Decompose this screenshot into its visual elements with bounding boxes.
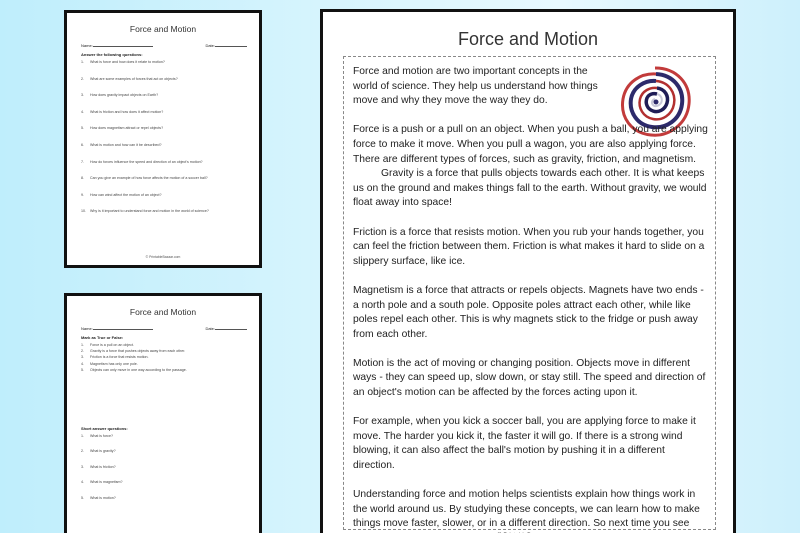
list-item: 3. Friction is a force that resists motion.: [81, 355, 149, 360]
worksheet-footer: © PrintableBazaar.com: [145, 255, 181, 259]
list-item: 5. What is motion?: [81, 495, 116, 500]
worksheet-title: Force and Motion: [129, 307, 197, 317]
paragraph-motion: Motion is the act of moving or changing position. Objects move in different ways - they can speed up, slow down, or stay still. The speed and direction of an object's motion can be affected by the forces acting upon it.: [353, 357, 706, 399]
list-item: 4. What is friction and how does it affect motion?: [81, 109, 164, 114]
worksheet-title: Force and Motion: [129, 24, 197, 34]
list-item: 5. How does magnetism attract or repel objects?: [81, 126, 164, 131]
question-list: [81, 60, 247, 226]
list-item: 2. What is gravity?: [81, 449, 116, 454]
page-title: Force and Motion: [457, 29, 599, 49]
name-date-row: [81, 326, 247, 331]
list-item: 6. What is motion and how can it be described?: [81, 142, 162, 147]
true-false-instructions: Mark as True or False:: [81, 335, 124, 340]
list-item: 4. What is magnetism?: [81, 480, 123, 485]
list-item: 2. Gravity is a force that pushes objects away from each other.: [81, 349, 186, 354]
list-item: 1. Force is a pull on an object.: [81, 343, 134, 347]
passage-body: [353, 65, 709, 533]
name-field: Name:: [81, 43, 153, 48]
paragraph-gravity: Gravity is a force that pulls objects towards each other. It is what keeps us on the ground and makes things fall to the earth. Without gravity, we would float away into space!: [353, 168, 707, 209]
list-item: 1. What is force?: [81, 433, 113, 438]
true-false-list: [81, 343, 247, 374]
list-item: 9. How can wind affect the motion of an object?: [81, 192, 162, 197]
worksheet-instructions: Answer the following questions:: [81, 52, 143, 57]
paragraph-friction: Friction is a force that resists motion. When you rub your hands together, you can feel the friction between them. Friction is what makes it hard to slide on a slippery surface, like ice.: [353, 226, 705, 267]
list-item: 3. What is friction?: [81, 464, 116, 469]
name-field: Name:: [81, 326, 153, 331]
list-item: 1. What is force and how does it relate to motion?: [81, 60, 165, 64]
paragraph-example: For example, when you kick a soccer ball, you are applying force to make it move. The harder you kick it, the faster it will go. If there is a strong wind blowing, it can also affect the ball's motion by pushing it in a different direction.: [353, 416, 696, 472]
date-field: Date:: [205, 43, 247, 48]
list-item: 7. How do forces influence the speed and direction of an object's motion?: [81, 159, 203, 164]
list-item: 4. Magnetism has only one pole.: [81, 361, 138, 366]
list-item: 8. Can you give an example of how force affects the motion of a soccer ball?: [81, 176, 208, 181]
name-date-row: [81, 43, 247, 48]
list-item: 2. What are some examples of forces that act on objects?: [81, 76, 178, 81]
short-answer-list: [81, 434, 247, 512]
paragraph-intro: Force and motion are two important concepts in the world of science. They help us understand how things move and why they move the way they do.: [353, 66, 598, 107]
worksheet-questions-page: [64, 10, 262, 268]
list-item: 3. How does gravity impact objects on Earth?: [81, 93, 159, 98]
paragraph-magnetism: Magnetism is a force that attracts or repels objects. Magnets have two ends - a north pole and a south pole. Opposite poles attract each other, while like poles repel each other. This is why magnets stick to the fridge or push away from each other.: [353, 284, 704, 340]
paragraph-force: Force is a push or a pull on an object. When you push a ball, you are applying force to make it move. When you pull a wagon, you are also applying force. There are different types of forces, such as gravity, friction, and magnetism.: [353, 124, 708, 165]
reading-passage-page: [320, 9, 736, 533]
date-field: Date:: [205, 326, 247, 331]
paragraph-conclusion: Understanding force and motion helps scientists explain how things work in the world around us. By studying these concepts, we can learn how to make things move faster, slower, or in a different direction. So next time you see: [353, 489, 700, 530]
list-item: 5. Objects can only move in one way according to the passage.: [81, 367, 187, 372]
worksheet-true-false-page: [64, 293, 262, 533]
list-item: 10. Why is it important to understand force and motion in the world of science?: [81, 209, 209, 214]
short-answer-instructions: Short answer questions:: [81, 425, 128, 431]
